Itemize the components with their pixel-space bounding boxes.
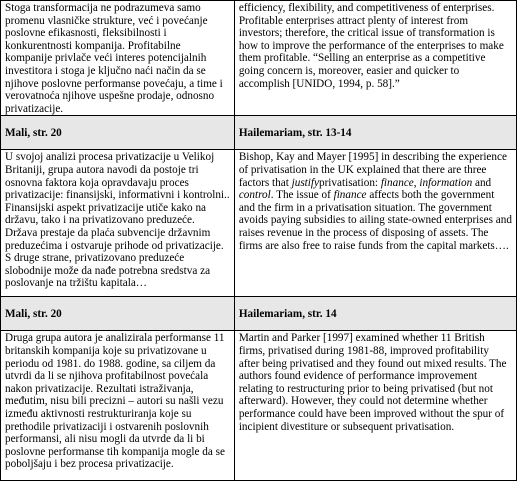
source-right-header: Hailemariam, str. 14: [234, 297, 516, 331]
text-segment: affects both the government and the firm in a privatisation situation. The government avoids paying subsidies to ailing state-owned enterprises and raises revenue in the process of disposing of assets. The firms are also free to raise funds from the capital markets….: [238, 189, 512, 252]
serbian-text-cell: Stoga transformacija ne podrazumeva samo promenu vlasničke strukture, već i povećanje poslovne efikasnosti, fleksibilnosti i konkurentnosti kompanija. Profitabilne kompanije privlače veći interes potencijalnih investitora i stoga je ključno naći način da se njihove poslovne performanse povećaju, a time i verovatnoća njihove uspešne prodaje, odnosno privatizacije.: [1, 1, 235, 116]
english-text-cell: efficiency, flexibility, and competitiveness of enterprises. Profitable enterprises attract plenty of interest from investors; therefore, the critical issue of transformation is how to improve the performance of the enterprises to make them profitable. “Selling an enterprise as a competitive going concern is, moreover, easier and quicker to accomplish [UNIDO, 1994, p. 58].”: [234, 1, 516, 116]
text-segment: and: [472, 176, 492, 189]
english-text-cell: [234, 150, 516, 297]
italic-term: control: [238, 189, 271, 202]
italic-term: information: [419, 176, 473, 189]
source-right-header: Hailemariam, str. 13-14: [234, 116, 516, 150]
text-segment: . The issue of: [270, 189, 334, 202]
source-left-header: Mali, str. 20: [1, 297, 235, 331]
source-header-row: [1, 297, 517, 331]
serbian-text-cell: Druga grupa autora je analizirala performanse 11 britanskih kompanija koje su privatizovane u periodu od 1981. do 1988. godine, sa ciljem da utvrdi da li se njihova profitabilnost povećala nakon privatizacije. Rezultati istraživanja, međutim, nisu bili precizni – autori su našli vezu između aktivnosti restrukturiranja koje su prethodile privatizaciji i ostvarenih poslovnih performansi, ali nisu mogli da utvrde da li bi poslovne performanse tih kompanija mogle da se poboljšaju i bez procesa privatizacije.: [1, 331, 235, 481]
table-row: [1, 150, 517, 297]
source-header-row: [1, 116, 517, 150]
text-segment: ,: [413, 176, 420, 189]
serbian-text-cell: U svojoj analizi procesa privatizacije u Velikoj Britaniji, grupa autora navodi da postoje tri osnovna faktora koja opravdavaju proces privatizacije: finansijski, informativni i kontrolni.. Finansijski aspekt privatizacije utiče kako na državu, tako i na privatizovano preduzeće. Država prestaje da plaća subvencije državnim preduzećima i ostvaruje prihode od privatizacije. S druge strane, privatizovano preduzeće slobodnije može da nađe potrebna sredstva za poslovanje na tržištu kapitala…: [1, 150, 235, 297]
english-text-cell: Martin and Parker [1997] examined whether 11 British firms, privatised during 1981-88, improved profitability after being privatised and they found out mixed results. The authors found evidence of performance improvement relating to restructuring prior to being privatised (but not afterward). However, they could not determine whether performance could have been improved without the spur of incipient divestiture or subsequent privatisation.: [234, 331, 516, 481]
source-left-header: Mali, str. 20: [1, 116, 235, 150]
text-segment: Bishop, Kay and Mayer [1995] in describing the experience of privatisation in the UK explained that there are three factors that: [238, 151, 507, 189]
table-row: [1, 331, 517, 481]
italic-term: finance: [333, 189, 367, 202]
text-segment: privatisation:: [318, 176, 381, 189]
italic-term: justify: [291, 176, 319, 189]
italic-term: finance: [380, 176, 414, 189]
table-row: [1, 1, 517, 116]
